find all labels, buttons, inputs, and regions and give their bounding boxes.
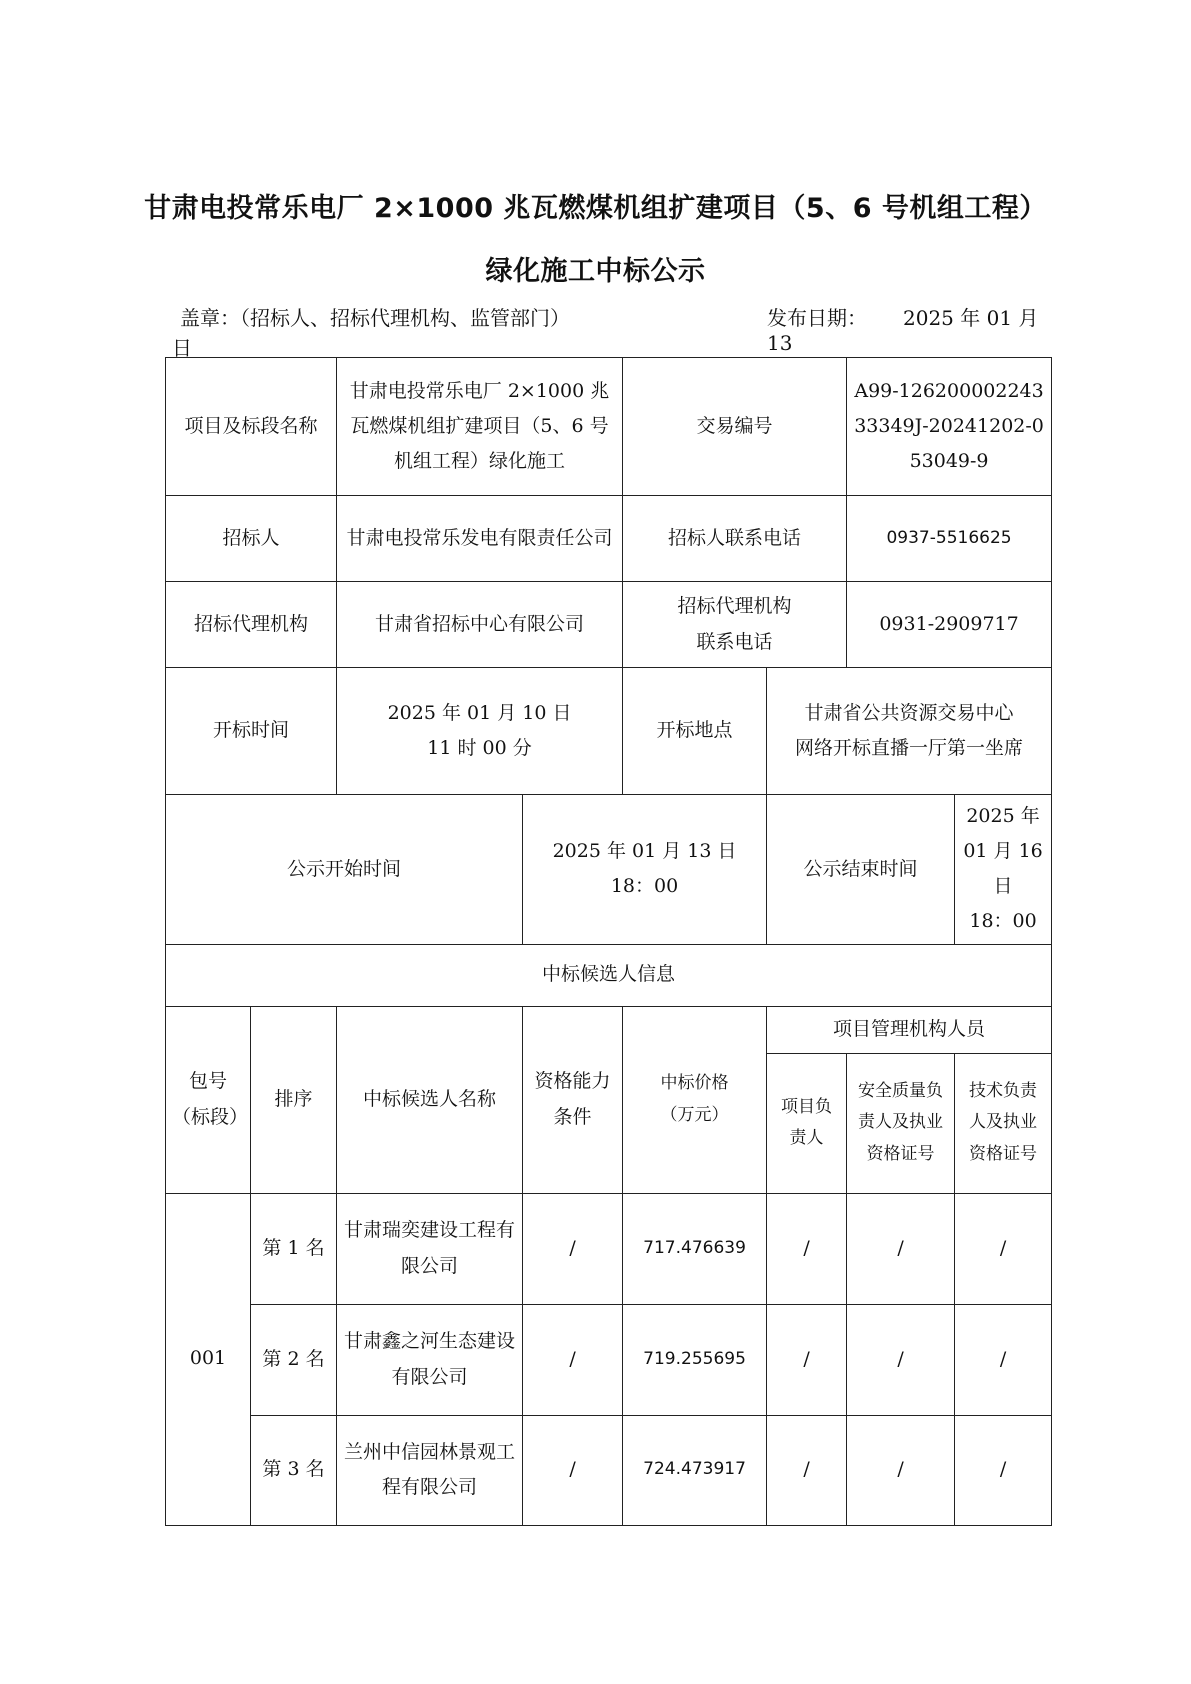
candidate-tech: /: [955, 1193, 1052, 1304]
table-row: [166, 1193, 1052, 1304]
candidate-pm: /: [767, 1304, 847, 1415]
candidate-price: 719.255695: [623, 1304, 767, 1415]
row-publicity: [166, 795, 1052, 945]
publish-date-value: 2025 年 01 月 13: [767, 306, 1039, 355]
candidate-qualification: /: [523, 1193, 623, 1304]
candidate-safety: /: [847, 1415, 955, 1525]
candidate-tech: /: [955, 1415, 1052, 1525]
trade-no-label: 交易编号: [623, 358, 847, 496]
candidate-safety: /: [847, 1304, 955, 1415]
header-price-line-1: 中标价格: [660, 1073, 729, 1094]
candidate-pm: /: [767, 1193, 847, 1304]
award-notice-table: [165, 357, 1052, 1526]
publish-date-wrap: 日: [172, 336, 192, 360]
header-package: 包号（标段）: [166, 1006, 251, 1193]
row-opening: [166, 668, 1052, 795]
candidate-qualification: /: [523, 1304, 623, 1415]
project-label: 项目及标段名称: [166, 358, 337, 496]
candidates-section-title: 中标候选人信息: [166, 944, 1052, 1006]
agency-phone-label-1: 招标代理机构: [677, 595, 792, 618]
candidate-pm: /: [767, 1415, 847, 1525]
trade-no-value: A99-12620000224333349J-20241202-053049-9: [847, 358, 1052, 496]
notice-title-line-2: 绿化施工中标公示: [485, 256, 706, 287]
row-project: [166, 358, 1052, 496]
open-place-line-2: 网络开标直播一厅第一坐席: [795, 737, 1024, 759]
pub-start-value: [523, 795, 767, 945]
header-price-line-2: （万元）: [660, 1104, 729, 1125]
row-agency: [166, 582, 1052, 668]
row-tenderer: [166, 496, 1052, 582]
agency-value: 甘肃省招标中心有限公司: [337, 582, 623, 668]
agency-phone-value: 0931-2909717: [847, 582, 1052, 668]
pub-end-value: [955, 795, 1052, 945]
publish-date-label: 发布日期：: [767, 306, 867, 330]
pub-end-label: 公示结束时间: [767, 795, 955, 945]
pub-end-date: 2025 年 01 月 16 日: [963, 805, 1043, 898]
open-time-value: [337, 668, 623, 795]
pub-end-clock: 18：00: [969, 910, 1037, 933]
candidate-name: 甘肃瑞奕建设工程有限公司: [337, 1193, 523, 1304]
tenderer-label: 招标人: [166, 496, 337, 582]
candidate-name: 甘肃鑫之河生态建设有限公司: [337, 1304, 523, 1415]
agency-phone-label-2: 联系电话: [696, 630, 773, 653]
tenderer-phone-label: 招标人联系电话: [623, 496, 847, 582]
candidate-name: 兰州中信园林景观工程有限公司: [337, 1415, 523, 1525]
header-rank: 排序: [251, 1006, 337, 1193]
table-row: [166, 1415, 1052, 1525]
header-safety: 安全质量负责人及执业资格证号: [847, 1053, 955, 1193]
header-pm: 项目负责人: [767, 1053, 847, 1193]
table-row: [166, 1304, 1052, 1415]
publish-date: [767, 302, 1052, 355]
open-place-line-1: 甘肃省公共资源交易中心: [804, 701, 1014, 724]
candidate-rank: 第 2 名: [251, 1304, 337, 1415]
open-time-clock: 11 时 00 分: [427, 737, 532, 759]
candidate-rank: 第 3 名: [251, 1415, 337, 1525]
candidate-safety: /: [847, 1193, 955, 1304]
header-name: 中标候选人名称: [337, 1006, 523, 1193]
agency-label: 招标代理机构: [166, 582, 337, 668]
open-place-label: 开标地点: [623, 668, 767, 795]
candidate-qualification: /: [523, 1415, 623, 1525]
row-header-1: [166, 1006, 1052, 1053]
open-time-label: 开标时间: [166, 668, 337, 795]
header-price: [623, 1006, 767, 1193]
pub-start-label: 公示开始时间: [166, 795, 523, 945]
header-qualification: 资格能力条件: [523, 1006, 623, 1193]
header-mgmt-group: 项目管理机构人员: [767, 1006, 1052, 1053]
candidate-tech: /: [955, 1304, 1052, 1415]
pub-start-clock: 18：00: [610, 875, 679, 898]
row-section-title: [166, 944, 1052, 1006]
candidate-price: 717.476639: [623, 1193, 767, 1304]
open-place-value: [767, 668, 1052, 795]
agency-phone-label: [623, 582, 847, 668]
tenderer-phone-value: 0937-5516625: [847, 496, 1052, 582]
notice-title-line-1: 甘肃电投常乐电厂 2×1000 兆瓦燃煤机组扩建项目（5、6 号机组工程）: [144, 193, 1047, 224]
stamp-label: 盖章：（招标人、招标代理机构、监管部门）: [180, 306, 570, 330]
tenderer-value: 甘肃电投常乐发电有限责任公司: [337, 496, 623, 582]
package-no: 001: [166, 1193, 251, 1525]
open-time-date: 2025 年 01 月 10 日: [387, 701, 572, 724]
pub-start-date: 2025 年 01 月 13 日: [552, 840, 737, 863]
project-value: 甘肃电投常乐电厂 2×1000 兆瓦燃煤机组扩建项目（5、6 号机组工程）绿化施工: [337, 358, 623, 496]
candidate-price: 724.473917: [623, 1415, 767, 1525]
header-tech: 技术负责人及执业资格证号: [955, 1053, 1052, 1193]
candidate-rank: 第 1 名: [251, 1193, 337, 1304]
